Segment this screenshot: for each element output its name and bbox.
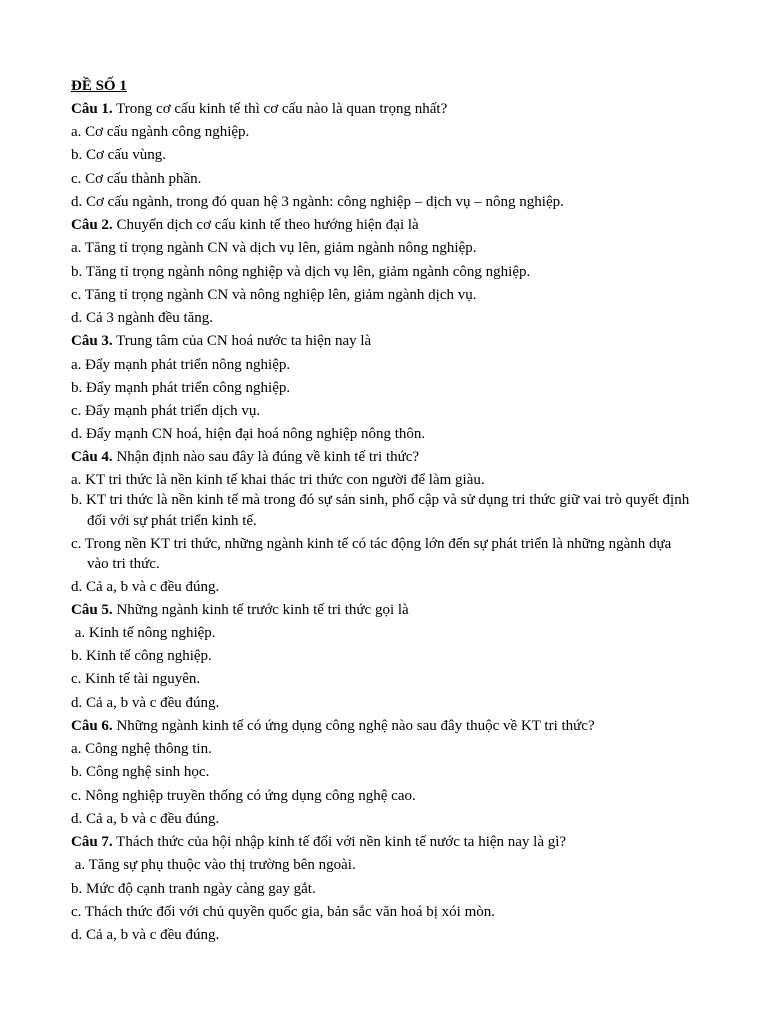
question-number: Câu 3. [71, 333, 113, 349]
question-3 [71, 331, 371, 351]
question-6 [71, 716, 595, 736]
question-2-option-b: b. Tăng tỉ trọng ngành nông nghiệp và dịch vụ lên, giảm ngành công nghiệp. [71, 264, 531, 280]
question-number: Câu 5. [71, 602, 113, 618]
question-1 [71, 99, 447, 119]
question-2-option-d: d. Cả 3 ngành đều tăng. [71, 310, 214, 326]
question-4-option-d: d. Cả a, b và c đều đúng. [71, 579, 220, 595]
question-5-option-c: c. Kinh tế tài nguyên. [71, 671, 201, 687]
question-2 [71, 215, 419, 235]
question-text: Chuyển dịch cơ cấu kinh tế theo hướng hiện đại là [112, 217, 419, 233]
question-number: Câu 2. [71, 217, 113, 233]
question-number: Câu 6. [71, 718, 113, 734]
question-1-option-c: c. Cơ cấu thành phần. [71, 171, 202, 187]
question-3-option-c: c. Đẩy mạnh phát triển dịch vụ. [71, 403, 261, 419]
question-6-option-c: c. Nông nghiệp truyền thống có ứng dụng công nghệ cao. [71, 788, 416, 804]
question-5-option-b: b. Kinh tế công nghiệp. [71, 648, 212, 664]
question-number: Câu 4. [71, 449, 113, 465]
question-3-option-d: d. Đẩy mạnh CN hoá, hiện đại hoá nông nghiệp nông thôn. [71, 426, 426, 442]
question-7-option-a: a. Tăng sự phụ thuộc vào thị trường bên ngoài. [71, 857, 356, 873]
question-4-option-c: c. Trong nền KT tri thức, những ngành kinh tế có tác động lớn đến sự phát triển là những ngành dựa [71, 536, 672, 552]
question-3-option-b: b. Đẩy mạnh phát triển công nghiệp. [71, 380, 291, 396]
question-4 [71, 447, 419, 467]
question-2-option-a: a. Tăng tỉ trọng ngành CN và dịch vụ lên, giảm ngành nông nghiệp. [71, 240, 477, 256]
question-7-option-d: d. Cả a, b và c đều đúng. [71, 927, 220, 943]
question-7-option-c: c. Thách thức đối với chủ quyền quốc gia, bản sắc văn hoá bị xói mòn. [71, 904, 496, 920]
question-7 [71, 832, 566, 852]
question-number: Câu 1. [71, 101, 113, 117]
question-text: Những ngành kinh tế có ứng dụng công nghệ nào sau đây thuộc về KT tri thức? [112, 718, 595, 734]
question-1-option-b: b. Cơ cấu vùng. [71, 147, 167, 163]
question-5 [71, 600, 409, 620]
question-5-option-d: d. Cả a, b và c đều đúng. [71, 695, 220, 711]
question-6-option-b: b. Công nghệ sinh học. [71, 764, 210, 780]
question-number: Câu 7. [71, 834, 113, 850]
question-6-option-a: a. Công nghệ thông tin. [71, 741, 212, 757]
document-title: ĐỀ SỐ 1 [71, 78, 127, 94]
question-4-option-c-continued: vào tri thức. [87, 556, 160, 572]
question-1-option-a: a. Cơ cấu ngành công nghiệp. [71, 124, 250, 140]
question-4-option-b: b. KT tri thức là nền kinh tế mà trong đó sự sản sinh, phổ cập và sử dụng tri thức giữ vai trò quyết định [71, 492, 690, 508]
question-7-option-b: b. Mức độ cạnh tranh ngày càng gay gắt. [71, 881, 316, 897]
question-5-option-a: a. Kinh tế nông nghiệp. [71, 625, 216, 641]
question-text: Nhận định nào sau đây là đúng về kinh tế tri thức? [112, 449, 420, 465]
question-3-option-a: a. Đẩy mạnh phát triển nông nghiệp. [71, 357, 291, 373]
question-text: Trung tâm của CN hoá nước ta hiện nay là [112, 333, 372, 349]
question-1-option-d: d. Cơ cấu ngành, trong đó quan hệ 3 ngành: công nghiệp – dịch vụ – nông nghiệp. [71, 194, 564, 210]
question-text: Những ngành kinh tế trước kinh tế tri thức gọi là [112, 602, 409, 618]
question-4-option-a: a. KT tri thức là nền kinh tế khai thác tri thức con người để làm giàu. [71, 472, 485, 488]
question-4-option-b-continued: đối với sự phát triển kinh tế. [87, 513, 257, 529]
question-2-option-c: c. Tăng tỉ trọng ngành CN và nông nghiệp lên, giảm ngành dịch vụ. [71, 287, 477, 303]
question-text: Trong cơ cấu kinh tế thì cơ cấu nào là quan trọng nhất? [112, 101, 448, 117]
question-6-option-d: d. Cả a, b và c đều đúng. [71, 811, 220, 827]
question-text: Thách thức của hội nhập kinh tế đối với nền kinh tế nước ta hiện nay là gì? [112, 834, 567, 850]
